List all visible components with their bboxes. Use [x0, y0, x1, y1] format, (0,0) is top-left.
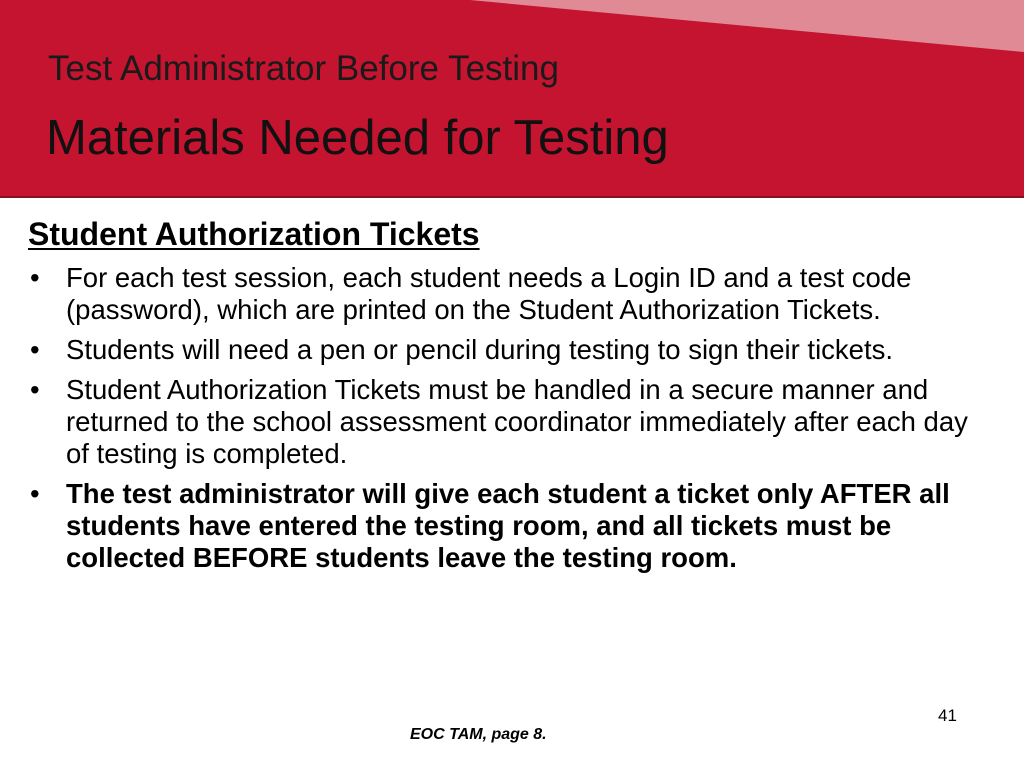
bullet-dot-icon: • — [30, 334, 40, 365]
slide-header-band — [0, 0, 1024, 196]
bullet-item — [28, 262, 994, 326]
header-divider — [0, 196, 1024, 198]
footer-reference: EOC TAM, page 8. — [410, 726, 547, 743]
bullet-text: Students will need a pen or pencil during testing to sign their tickets. — [66, 334, 894, 365]
bullet-dot-icon: • — [30, 374, 40, 405]
page-number: 41 — [938, 706, 957, 725]
bullet-dot-icon: • — [30, 478, 40, 509]
bullet-text: Student Authorization Tickets must be handled in a secure manner and returned to the school assessment coordinator immediately after each day of testing is completed. — [66, 374, 968, 469]
slide-subtitle: Test Administrator Before Testing — [48, 49, 559, 88]
bullet-text: For each test session, each student needs a Login ID and a test code (password), which are printed on the Student Authorization Tickets. — [66, 262, 912, 325]
bullet-item — [28, 374, 994, 470]
bullet-item-emphasized — [28, 478, 994, 574]
bullet-dot-icon: • — [30, 262, 40, 293]
slide-title: Materials Needed for Testing — [46, 111, 669, 165]
bullet-list — [28, 262, 994, 582]
section-heading: Student Authorization Tickets — [28, 216, 480, 252]
bullet-item — [28, 334, 994, 366]
bullet-text: The test administrator will give each student a ticket only AFTER all students have entered the testing room, and all tickets must be collected BEFORE students leave the testing room. — [66, 478, 950, 573]
